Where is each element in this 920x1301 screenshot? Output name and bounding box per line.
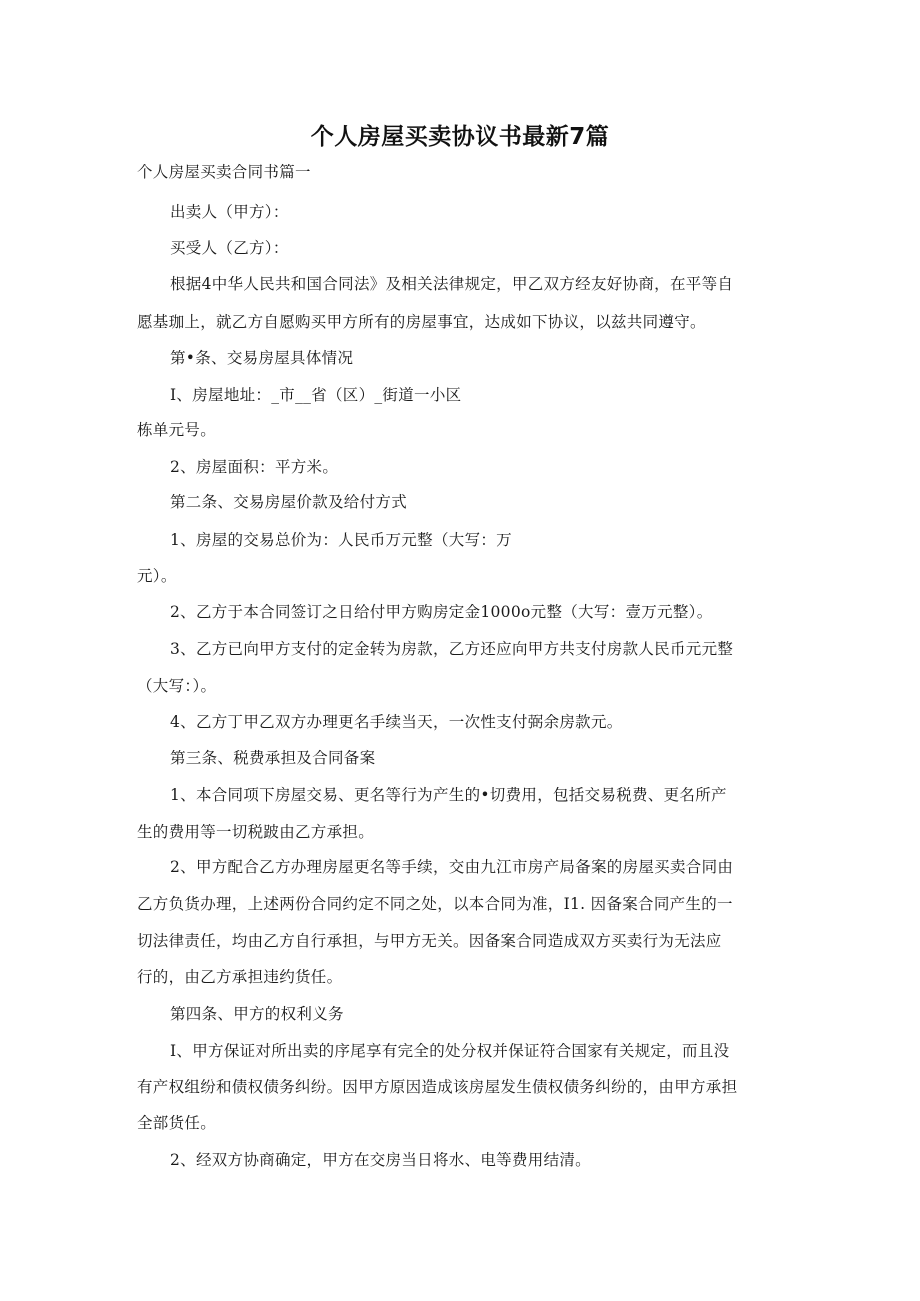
paragraph-line: 1、本合同项下房屋交易、更名等行为产生的•切费用，包括交易税费、更名所产 bbox=[170, 786, 727, 804]
seller-field: 出卖人（甲方）： bbox=[170, 203, 289, 221]
buyer-field: 买受人（乙方）： bbox=[170, 239, 289, 257]
paragraph-line: 乙方负货办理，上述两份合同约定不同之处，以本合同为准，I1. 因备案合同产生的一 bbox=[137, 895, 733, 913]
paragraph-line: 1、房屋的交易总价为：人民币万元整（大写：万 bbox=[170, 531, 512, 549]
article-heading: 第三条、税费承担及合同备案 bbox=[170, 749, 376, 767]
paragraph-line: 切法律责任，均由乙方自行承担，与甲方无关。因备案合同造成双方买卖行为无法应 bbox=[137, 932, 722, 950]
paragraph-line: I、房屋地址：_市__省（区）_街道一小区 bbox=[170, 386, 462, 404]
section-heading: 个人房屋买卖合同书篇一 bbox=[137, 163, 311, 181]
paragraph-line: 2、乙方于本合同签订之日给付甲方购房定金1000o元整（大写：壹万元整）。 bbox=[170, 603, 713, 621]
paragraph-line: 根据4中华人民共和国合同法》及相关法律规定，甲乙双方经友好协商，在平等自 bbox=[170, 275, 734, 293]
paragraph-line: 行的，由乙方承担违约货任。 bbox=[137, 968, 343, 986]
paragraph-line: 2、甲方配合乙方办理房屋更名等手续，交由九江市房产局备案的房屋买卖合同由 bbox=[170, 858, 734, 876]
document-title: 个人房屋买卖协议书最新7篇 bbox=[310, 124, 610, 150]
article-heading: 第四条、甲方的权利义务 bbox=[170, 1005, 344, 1023]
article-heading: 第二条、交易房屋价款及给付方式 bbox=[170, 493, 408, 511]
paragraph-line: 生的费用等一切税跛由乙方承担。 bbox=[137, 823, 375, 841]
paragraph-line: （大写：）。 bbox=[137, 677, 217, 695]
paragraph-line: 全部货任。 bbox=[137, 1114, 217, 1132]
paragraph-line: 3、乙方已向甲方支付的定金转为房款，乙方还应向甲方共支付房款人民币元元整 bbox=[170, 640, 734, 658]
paragraph-line: 4、乙方丁甲乙双方办理更名手续当天，一次性支付弼余房款元。 bbox=[170, 713, 623, 731]
article-heading: 第•条、交易房屋具体情况 bbox=[170, 349, 354, 367]
paragraph-line: 2、经双方协商确定，甲方在交房当日将水、电等费用结清。 bbox=[170, 1151, 591, 1169]
paragraph-line: 2、房屋面积：平方米。 bbox=[170, 458, 339, 476]
paragraph-line: 有产权组纷和债权债务纠纷。因甲方原因造成该房屋发生债权债务纠纷的，由甲方承担 bbox=[137, 1078, 738, 1096]
paragraph-line: 元）。 bbox=[137, 567, 177, 585]
paragraph-line: 愿基珈上，就乙方自愿购买甲方所有的房屋事宜，达成如下协议，以兹共同遵守。 bbox=[137, 313, 706, 331]
paragraph-line: 栋单元号。 bbox=[137, 421, 217, 439]
paragraph-line: I、甲方保证对所出卖的序尾享有完全的处分权并保证符合国家有关规定，而且没 bbox=[170, 1042, 730, 1060]
